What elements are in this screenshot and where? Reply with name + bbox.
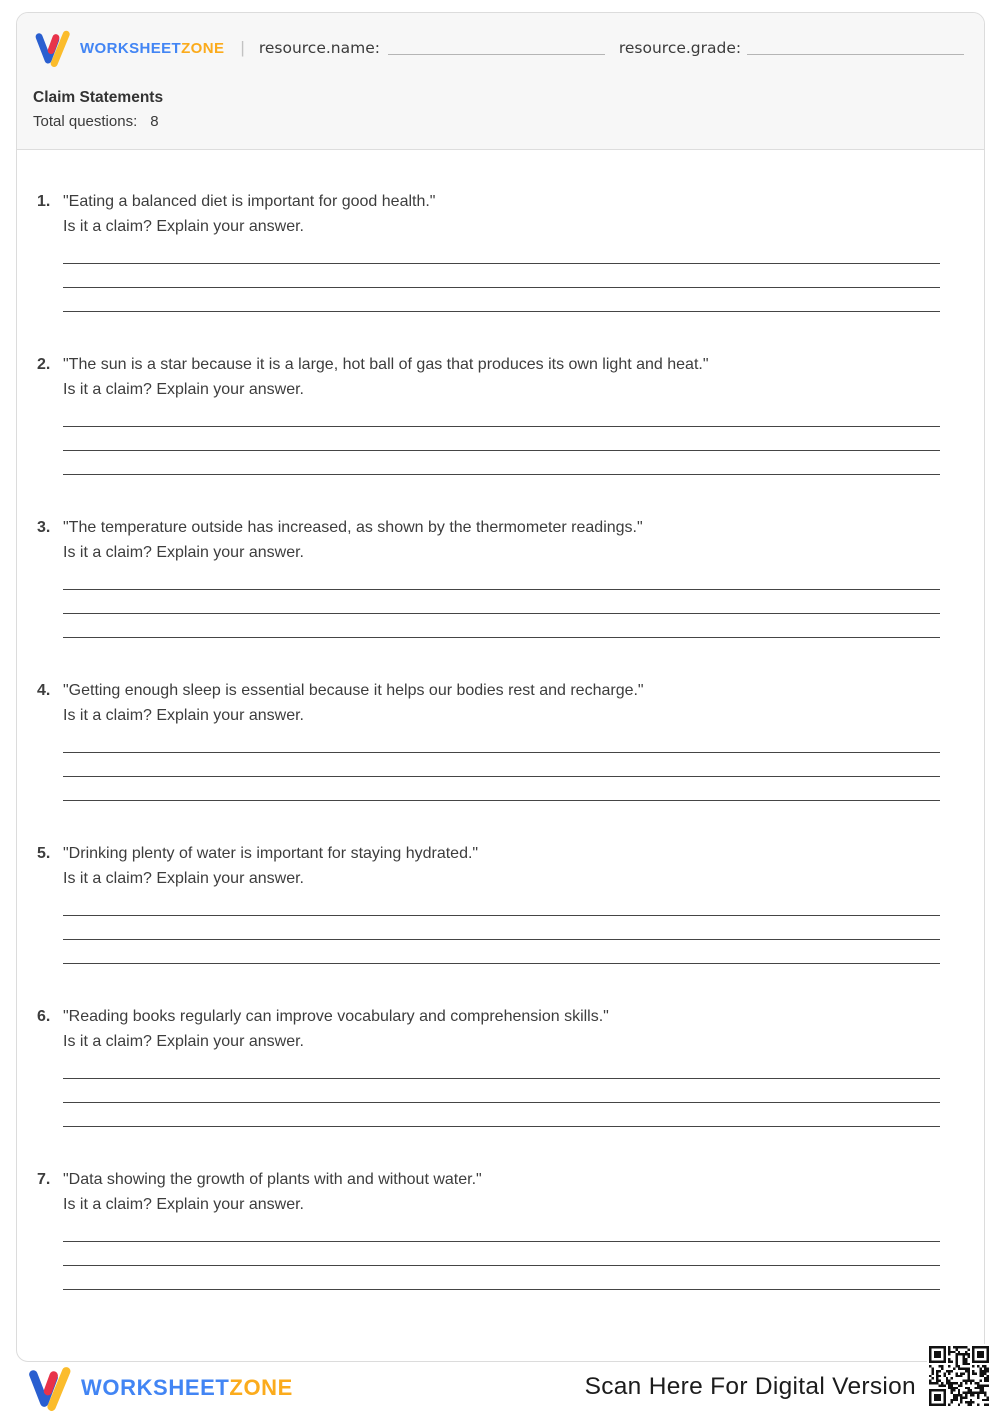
total-questions [33,113,964,130]
question-1 [37,189,940,312]
answer-line [63,239,940,264]
question-statement: "Drinking plenty of water is important for staying hydrated." [63,845,479,862]
answer-line [63,916,940,940]
question-number: 2. [37,356,51,373]
answer-line [63,427,940,451]
page-footer [0,1362,1000,1414]
question-7 [37,1167,940,1290]
worksheet-title: Claim Statements [33,89,164,106]
brand-name [80,40,224,57]
answer-line [63,264,940,288]
question-5 [37,841,940,964]
footer-brand-logo [26,1365,293,1411]
resource-grade-blank-line [747,41,964,55]
answer-lines [63,565,940,638]
brand-worksheet-text: WORKSHEET [81,1375,230,1400]
answer-lines [63,1217,940,1290]
answer-lines [63,891,940,964]
question-prompt: Is it a claim? Explain your answer. [63,1196,304,1213]
question-3 [37,515,940,638]
answer-line [63,565,940,590]
question-prompt: Is it a claim? Explain your answer. [63,870,304,887]
question-prompt: Is it a claim? Explain your answer. [63,218,304,235]
question-statement: "The sun is a star because it is a large, hot ball of gas that produces its own light and heat." [63,356,709,373]
brand-zone-text: ZONE [181,39,225,57]
scan-here-text: Scan Here For Digital Version [584,1373,916,1400]
question-number: 1. [37,193,51,210]
answer-line [63,402,940,427]
total-questions-label: Total questions: [33,113,138,130]
question-prompt: Is it a claim? Explain your answer. [63,707,304,724]
question-2 [37,352,940,475]
question-number: 3. [37,519,51,536]
answer-lines [63,402,940,475]
answer-line [63,451,940,475]
answer-line [63,590,940,614]
answer-line [63,614,940,638]
question-statement: "Eating a balanced diet is important for good health." [63,193,436,210]
worksheetzone-logo-icon [26,1365,72,1411]
question-statement: "Getting enough sleep is essential because it helps our bodies rest and recharge." [63,682,644,699]
title-block [33,89,964,130]
worksheetzone-logo-icon [33,29,71,67]
resource-grade-label: resource.grade: [618,39,742,57]
total-questions-value: 8 [150,113,159,130]
worksheet-card [16,12,985,1362]
worksheet-header [17,13,984,150]
question-6 [37,1004,940,1127]
answer-line [63,1103,940,1127]
question-statement: "The temperature outside has increased, as shown by the thermometer readings." [63,519,643,536]
answer-line [63,1054,940,1079]
answer-line [63,777,940,801]
question-statement: "Reading books regularly can improve vocabulary and comprehension skills." [63,1008,609,1025]
answer-lines [63,728,940,801]
answer-line [63,1079,940,1103]
answer-line [63,753,940,777]
question-number: 4. [37,682,51,699]
question-4 [37,678,940,801]
question-prompt: Is it a claim? Explain your answer. [63,1033,304,1050]
answer-line [63,940,940,964]
question-prompt: Is it a claim? Explain your answer. [63,544,304,561]
qr-code [927,1344,991,1408]
answer-line [63,1242,940,1266]
answer-line [63,728,940,753]
brand-zone-text: ZONE [229,1375,293,1400]
question-number: 6. [37,1008,51,1025]
question-prompt: Is it a claim? Explain your answer. [63,381,304,398]
answer-line [63,1217,940,1242]
answer-line [63,288,940,312]
resource-name-blank-line [388,41,605,55]
question-statement: "Data showing the growth of plants with and without water." [63,1171,482,1188]
question-list [17,150,984,1290]
answer-line [63,1266,940,1290]
answer-lines [63,1054,940,1127]
question-number: 5. [37,845,51,862]
header-row [33,29,964,67]
resource-name-label: resource.name: [258,39,380,57]
question-number: 7. [37,1171,51,1188]
brand-logo [33,29,224,67]
answer-line [63,891,940,916]
brand-worksheet-text: WORKSHEET [80,39,182,57]
header-separator: | [240,38,245,57]
brand-name [81,1375,293,1401]
answer-lines [63,239,940,312]
